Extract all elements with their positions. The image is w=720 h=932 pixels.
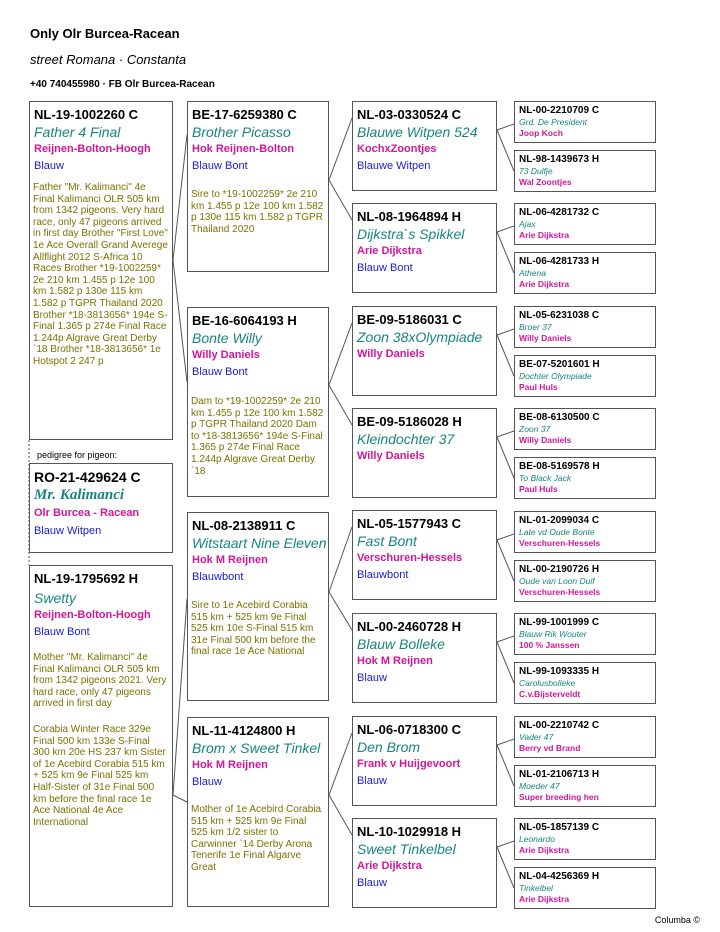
pigeon-name: Kleindochter 37 [357,431,455,447]
pigeon-name: Grd. De President [519,117,588,127]
gen4-card-4 [514,252,656,294]
ring-number: NL-19-1795692 H [34,571,139,586]
ring-number: NL-10-1029918 H [357,824,462,839]
color: Blauw [34,160,64,172]
gen3-card-8 [352,818,497,908]
gen3-card-1 [352,101,497,191]
owner: Berry vd Brand [519,743,581,753]
pigeon-info: Mother of 1e Acebird Corabia 515 km + 525 km 9e Final 525 km 1/2 sister to Carwinner `14 Derby Arona Tenerife 1e Final Algarve Great [191,804,322,873]
pigeon-name: Zoon 37 [519,424,551,434]
dam-dam-info [187,800,329,907]
owner: Hok M Reijnen [192,554,268,566]
pigeon-name: Late vd Oude Bonte [519,527,595,537]
owner: Arie Dijkstra [357,245,422,257]
breeder-contact: +40 740455980 · FB Olr Burcea-Racean [30,79,215,90]
pigeon-name: Blauw Bolleke [357,636,445,652]
owner: Hok M Reijnen [357,655,433,667]
ring-number: BE-16-6064193 H [192,313,297,328]
color: Blauw Witpen [34,525,102,537]
pigeon-name: Athena [519,268,546,278]
ring-number: NL-05-6231038 C [519,310,600,321]
subject-card [29,463,173,553]
pigeon-name: 73 Dulfje [519,166,553,176]
ring-number: NL-01-2099034 C [519,515,600,526]
pigeon-name: Fast Bont [357,533,417,549]
owner: Willy Daniels [357,348,425,360]
sire-sire-card [187,101,329,195]
gen3-card-4 [352,408,497,498]
gen4-card-2 [514,150,656,192]
owner: Willy Daniels [192,349,260,361]
pigeon-name: Oude van Loon Duif [519,576,595,586]
sire-dam-card [187,307,329,397]
owner: Verschuren-Hessels [357,552,463,564]
color: Blauw Bont [34,626,90,638]
gen4-card-9 [514,511,656,553]
pigeon-name: Mr. Kalimanci [34,487,125,503]
pigeon-name: Blauw Rik Wouter [519,629,587,639]
pigeon-name: Broer 37 [519,322,552,332]
owner: C.v.Bijsterveldt [519,689,581,699]
gen3-card-7 [352,716,497,806]
owner: Willy Daniels [519,333,572,343]
pigeon-info: Sire to 1e Acebird Corabia 515 km + 525 km 9e Final 525 km 10e S-Final 515 km 31e Final 500 km before the final race 1e Ace National [191,600,316,658]
ring-number: BE-09-5186028 H [357,414,462,429]
dam-dam-card [187,717,329,807]
ring-number: NL-08-2138911 C [192,518,296,533]
color: Blauwe Witpen [357,160,431,172]
owner: Hok Reijnen-Bolton [192,143,295,155]
color: Blauw [357,775,387,787]
color [353,360,496,365]
color [353,462,496,467]
gen4-card-15 [514,818,656,860]
breeder-address: street Romana · Constanta [30,52,187,67]
owner: Arie Dijkstra [519,894,570,904]
ring-number: NL-00-2210742 C [519,720,600,731]
ring-number: NL-01-2106713 H [519,769,600,780]
color: Blauw Bont [192,366,248,378]
footer-credit: Columba © [654,915,700,925]
gen4-card-1 [514,101,656,143]
pigeon-info: Mother "Mr. Kalimanci" 4e Final Kalimanci OLR 505 km from 1342 pigeons 2021. Very hard race, only 47 pigeons arrived in first day [33,652,167,710]
ring-number: NL-05-1577943 C [357,516,462,531]
gen4-card-12 [514,662,656,704]
owner: Reijnen-Bolton-Hoogh [34,143,151,155]
owner: Paul Huls [519,382,558,392]
dam-sire-info [187,597,329,701]
pigeon-info: Father "Mr. Kalimanci" 4e Final Kalimanci OLR 505 km from 1342 pigeons. Very hard race, only 47 pigeons arrived in first day Brother "First Love" 1e Ace Overall Grand Averege Allflight 2012 S-Africa 10 Races Brother *19-1002259* 2e 210 km 1.455 p 12e 100 km 1.582 p 130e 115 km 1.582 p TGPR Thailand 2020 Brother *18-3813656* 194e S-Final 1.365 p 274e Final Race 1.244p Algrave Great Derby `18 Brother *18-3813656* 1e Hotspot 2 247 p [33,182,168,367]
pigeon-name: Father 4 Final [34,124,121,140]
pedigree-label: pedigree for pigeon: [34,450,120,460]
pigeon-name: Zoon 38xOlympiade [357,329,483,345]
color: Blauw [357,672,387,684]
ring-number: NL-05-1857139 C [519,822,600,833]
pigeon-name: Carolusbolleke [519,678,576,688]
ring-number: BE-08-6130500 C [519,412,600,423]
sire-sire-info [187,185,329,272]
owner: KochxZoontjes [357,143,437,155]
gen4-card-7 [514,408,656,450]
ring-number: NL-00-2190726 H [519,564,600,575]
pigeon-name: Brother Picasso [192,124,291,140]
gen3-card-3 [352,306,497,396]
pigeon-name: Moeder 47 [519,781,560,791]
ring-number: RO-21-429624 C [34,469,141,485]
gen4-card-13 [514,716,656,758]
ring-number: NL-98-1439673 H [519,154,600,165]
ring-number: NL-00-2460728 H [357,619,462,634]
owner: Willy Daniels [357,450,425,462]
pigeon-name: Ajax [519,219,536,229]
pigeon-name: Tinkelbel [519,883,553,893]
pigeon-info: Sire to *19-1002259* 2e 210 km 1.455 p 12e 100 km 1.582 p 130e 115 km 1.582 p TGPR Thailand 2020 [191,189,324,235]
ring-number: BE-17-6259380 C [192,107,297,122]
ring-number: NL-06-0718300 C [357,722,462,737]
owner: Joop Koch [519,128,563,138]
ring-number: NL-04-4256369 H [519,871,600,882]
pigeon-name: Brom x Sweet Tinkel [192,740,321,756]
gen4-card-6 [514,355,656,397]
owner: Arie Dijkstra [519,230,570,240]
pigeon-name: Dochter Olympiade [519,371,592,381]
pigeon-name: Den Brom [357,739,421,755]
pigeon-name: Blauwe Witpen 524 [357,124,478,140]
owner: Arie Dijkstra [357,860,422,872]
sire-dam-info [187,393,329,497]
color: Blauwbont [357,569,409,581]
ring-number: NL-08-1964894 H [357,209,462,224]
owner: Super breeding hen [519,792,599,802]
ring-number: BE-07-5201601 H [519,359,600,370]
ring-number: BE-09-5186031 C [357,312,462,327]
pigeon-name: Vader 47 [519,732,554,742]
color: Blauw Bont [192,160,248,172]
gen3-card-2 [352,203,497,293]
color: Blauw [357,877,387,889]
ring-number: NL-99-1093335 H [519,666,600,677]
father-card [29,101,173,440]
owner: Hok M Reijnen [192,759,268,771]
ring-number: NL-06-4281733 H [519,256,600,267]
color: Blauw [192,776,222,788]
owner: Verschuren-Hessels [519,538,601,548]
ring-number: BE-08-5169578 H [519,461,600,472]
gen4-card-3 [514,203,656,245]
ring-number: NL-00-2210709 C [519,105,600,116]
ring-number: NL-03-0330524 C [357,107,462,122]
owner: 100 % Janssen [519,640,580,650]
gen4-card-10 [514,560,656,602]
color: Blauw Bont [357,262,413,274]
owner: Willy Daniels [519,435,572,445]
owner: Paul Huls [519,484,558,494]
pigeon-name: Bonte Willy [192,330,262,346]
ring-number: NL-06-4281732 C [519,207,600,218]
gen4-card-16 [514,867,656,909]
owner: Wal Zoontjes [519,177,572,187]
pigeon-name: Witstaart Nine Eleven [192,535,327,551]
owner: Verschuren-Hessels [519,587,601,597]
owner: Frank v Huijgevoort [357,758,461,770]
mother-card [29,565,173,907]
pigeon-name: Sweet Tinkelbel [357,841,456,857]
owner: Olr Burcea - Racean [34,507,140,519]
gen4-card-14 [514,765,656,807]
gen3-card-5 [352,510,497,600]
pigeon-name: Dijkstra`s Spikkel [357,226,465,242]
gen3-card-6 [352,613,497,703]
pigeon-info: Dam to *19-1002259* 2e 210 km 1.455 p 12e 100 km 1.582 p TGPR Thailand 2020 Dam to *18-3813656* 194e S-Final 1.365 p 274e Final Race 1.244p Algrave Great Derby `18 [191,396,324,477]
pigeon-name: To Black Jack [519,473,572,483]
gen4-card-11 [514,613,656,655]
ring-number: NL-19-1002260 C [34,107,139,122]
dam-sire-card [187,512,329,602]
pigeon-name: Leonardo [519,834,555,844]
pigeon-name: Swetty [34,590,77,606]
owner: Arie Dijkstra [519,845,570,855]
gen4-card-8 [514,457,656,499]
ring-number: NL-11-4124800 H [192,723,296,738]
pigeon-info-races: Corabia Winter Race 329e Final 500 km 133e S-Final 300 km 20e HS 237 km Sister of 1e Acebird Corabia 515 km + 525 km 9e Final 525 km Half-Sister of 31e Final 500 km before the final race 1e Ace National 4e Ace International [33,723,166,828]
ring-number: NL-99-1001999 C [519,617,600,628]
gen4-card-5 [514,306,656,348]
owner: Reijnen-Bolton-Hoogh [34,609,151,621]
owner: Arie Dijkstra [519,279,570,289]
color: Blauwbont [192,571,244,583]
breeder-name: Only Olr Burcea-Racean [30,26,180,41]
